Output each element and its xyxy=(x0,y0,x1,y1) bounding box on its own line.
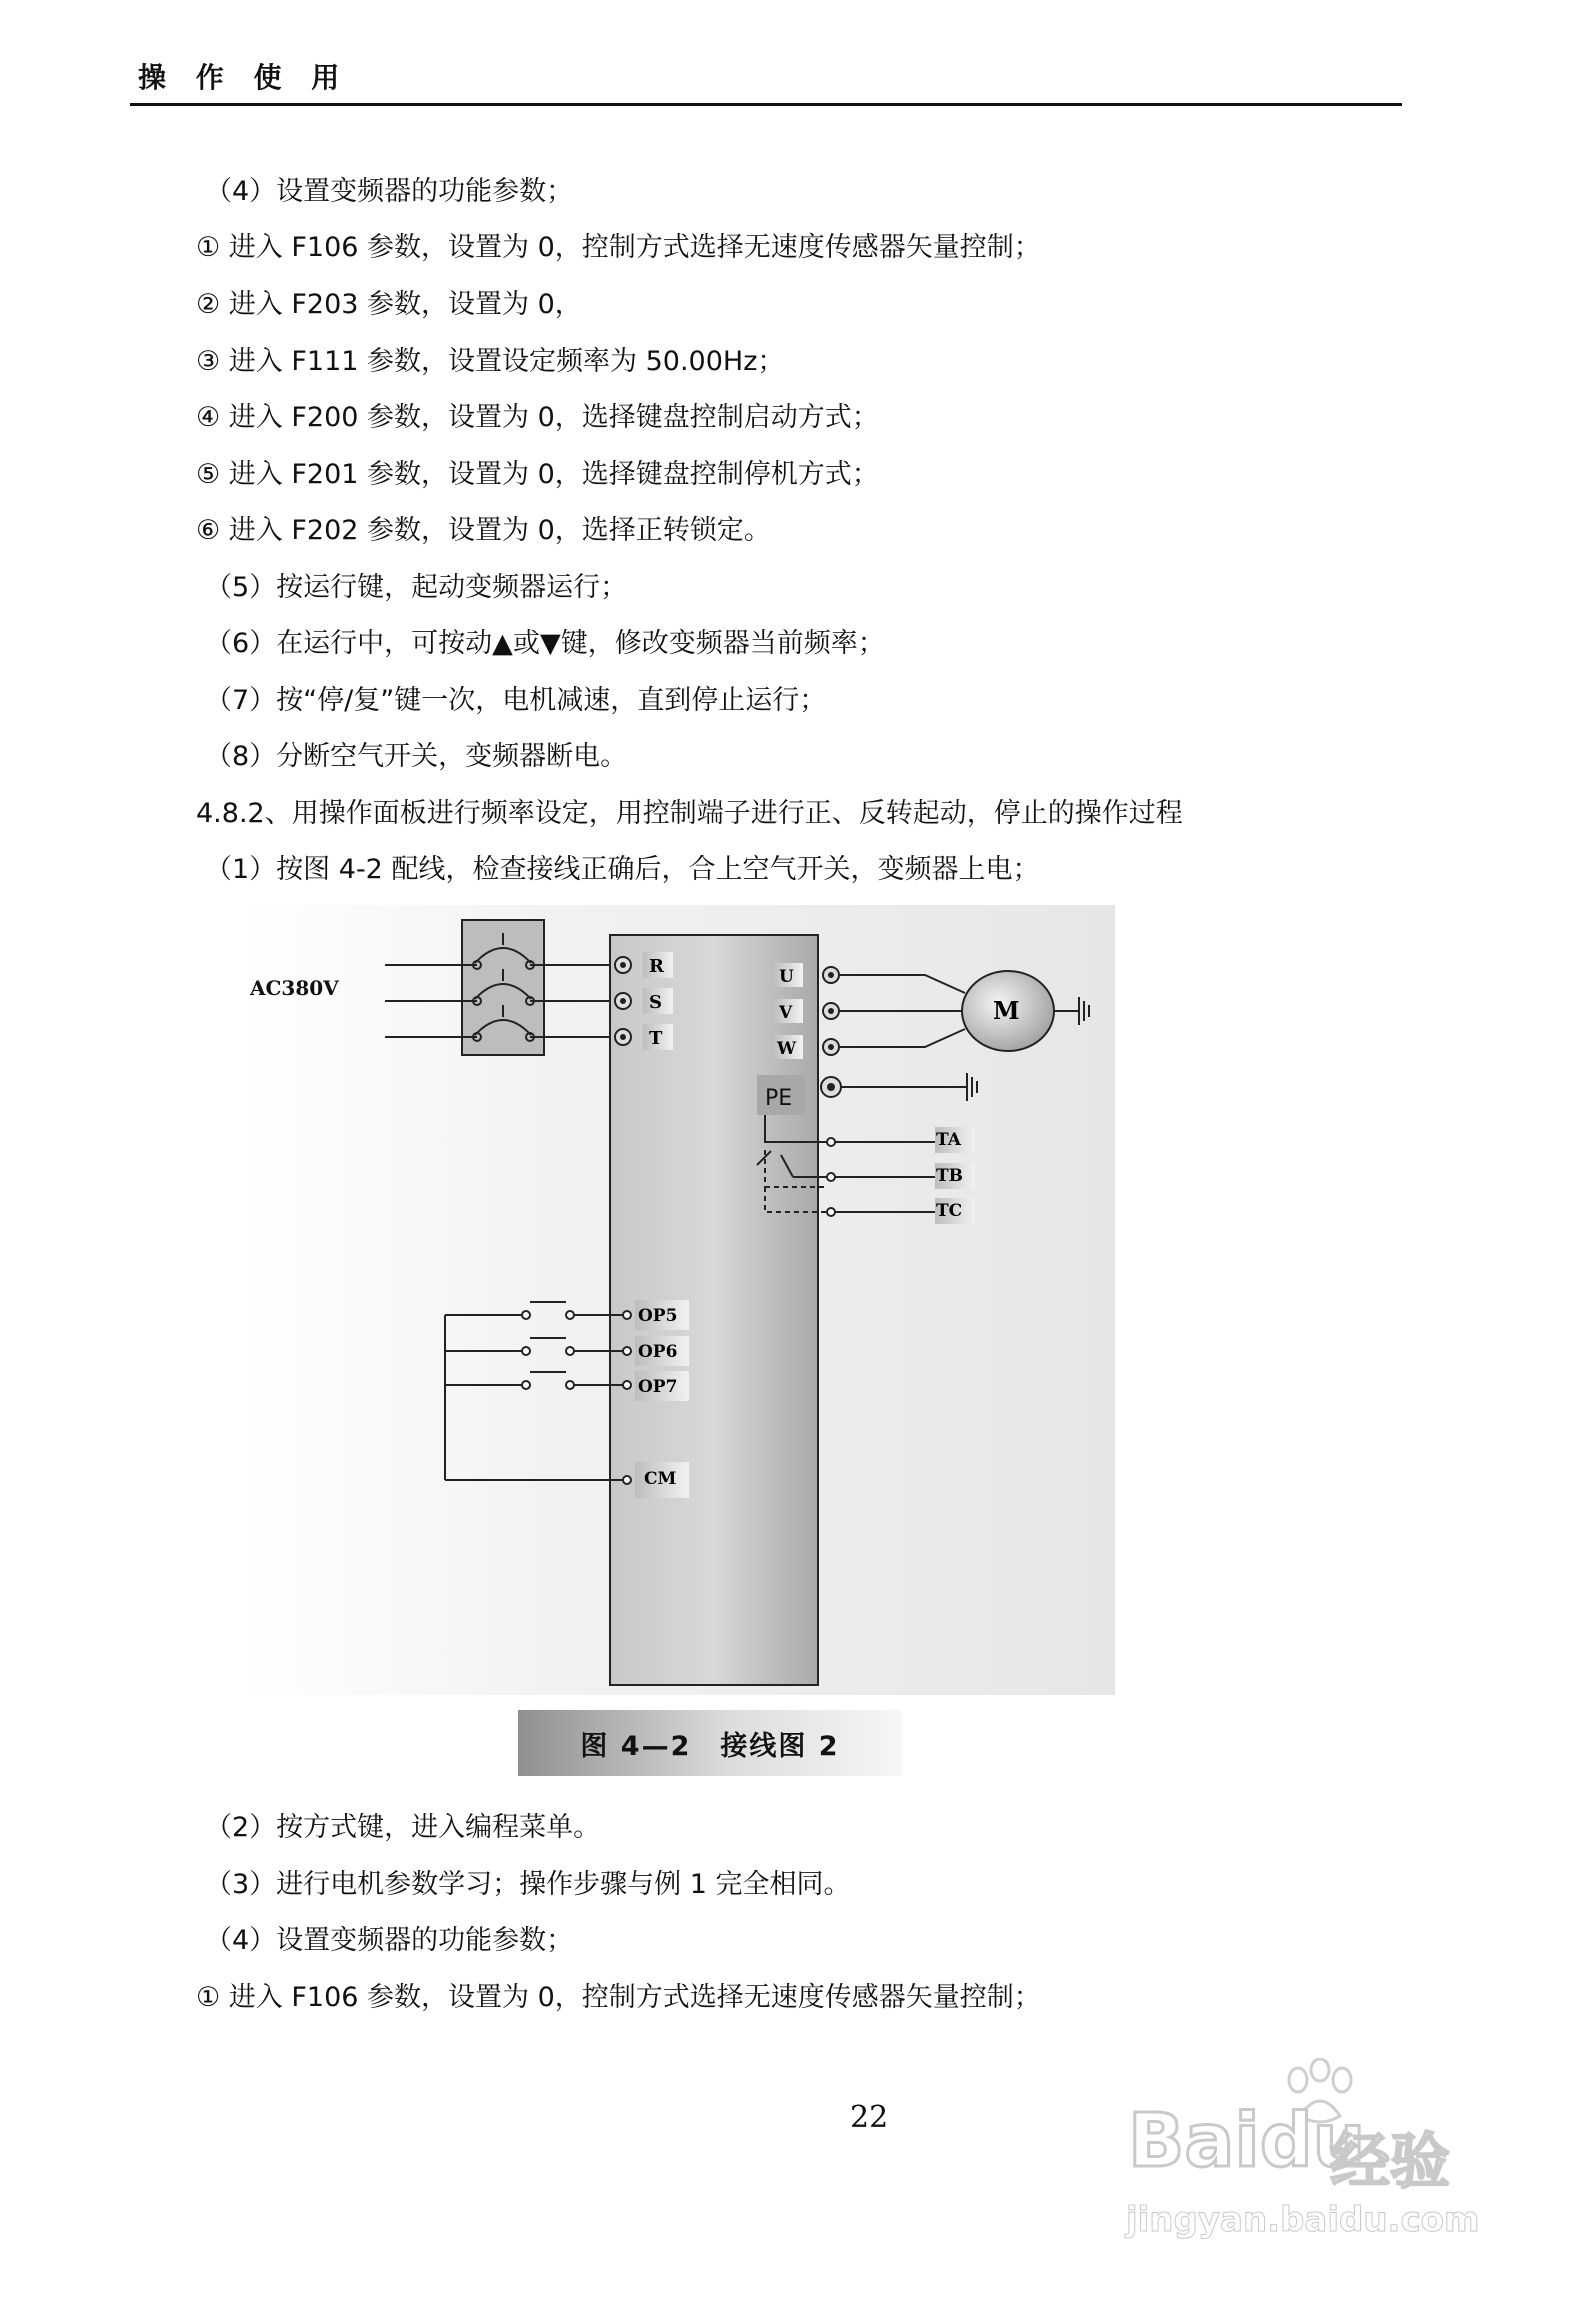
body-line: ① 进入 F106 参数，设置为 0，控制方式选择无速度传感器矢量控制； xyxy=(196,232,1041,263)
terminal-v-label: V xyxy=(779,1003,793,1023)
body-line: ③ 进入 F111 参数，设置设定频率为 50.00Hz； xyxy=(196,346,785,377)
body-line: （7）按“停/复”键一次，电机减速，直到停止运行； xyxy=(205,685,827,716)
terminal-t-label: T xyxy=(649,1028,663,1049)
page-number: 22 xyxy=(850,2100,889,2135)
watermark-url: jingyan.baidu.com xyxy=(1126,2200,1480,2240)
motor-label: M xyxy=(993,996,1020,1025)
body-line: （3）进行电机参数学习；操作步骤与例 1 完全相同。 xyxy=(205,1869,851,1900)
body-line: ② 进入 F203 参数，设置为 0， xyxy=(196,289,582,320)
pe-label: PE xyxy=(765,1086,793,1111)
supply-voltage-label: AC380V xyxy=(250,976,339,1000)
pe-terminal-core xyxy=(827,1083,835,1091)
header-rule xyxy=(130,103,1402,106)
watermark-brand-cn: 经验 xyxy=(1330,2127,1450,2197)
terminal-tc-label: TC xyxy=(936,1201,963,1221)
body-line: （6）在运行中，可按动▲或▼键，修改变频器当前频率； xyxy=(205,628,885,659)
figure-caption xyxy=(518,1710,902,1776)
body-line: （4）设置变频器的功能参数； xyxy=(205,176,574,207)
terminal-u-label: U xyxy=(779,967,794,987)
terminal-s-label: S xyxy=(649,992,662,1013)
watermark xyxy=(1108,2058,1488,2258)
terminal-op7-label: OP7 xyxy=(638,1377,678,1397)
body-line: （4）设置变频器的功能参数； xyxy=(205,1925,574,1956)
body-line: （1）按图 4-2 配线，检查接线正确后，合上空气开关，变频器上电； xyxy=(205,854,1040,885)
terminal-op6-label: OP6 xyxy=(638,1342,678,1362)
watermark-brand: Baidu xyxy=(1128,2098,1366,2184)
wiring-diagram xyxy=(245,905,1115,1695)
body-line: ① 进入 F106 参数，设置为 0，控制方式选择无速度传感器矢量控制； xyxy=(196,1982,1041,2013)
terminal-ta-label: TA xyxy=(936,1130,961,1150)
body-line: ⑥ 进入 F202 参数，设置为 0，选择正转锁定。 xyxy=(196,515,771,546)
figure-caption-text: 图 4—2 接线图 2 xyxy=(580,1730,840,1762)
terminal-tb-label: TB xyxy=(936,1166,964,1186)
section-heading: 4.8.2、用操作面板进行频率设定，用控制端子进行正、反转起动，停止的操作过程 xyxy=(196,798,1183,829)
body-line: （5）按运行键，起动变频器运行； xyxy=(205,572,628,603)
terminal-op5-label: OP5 xyxy=(638,1306,678,1326)
input-terminals xyxy=(615,952,673,1050)
body-line: （8）分断空气开关，变频器断电。 xyxy=(205,741,628,772)
terminal-cm-label: CM xyxy=(644,1469,677,1489)
body-line: （2）按方式键，进入编程菜单。 xyxy=(205,1812,601,1843)
terminal-w-label: W xyxy=(777,1039,797,1059)
body-line: ④ 进入 F200 参数，设置为 0，选择键盘控制启动方式； xyxy=(196,402,879,433)
body-line: ⑤ 进入 F201 参数，设置为 0，选择键盘控制停机方式； xyxy=(196,459,879,490)
running-header: 操 作 使 用 xyxy=(138,61,350,94)
terminal-r-label: R xyxy=(649,956,664,977)
